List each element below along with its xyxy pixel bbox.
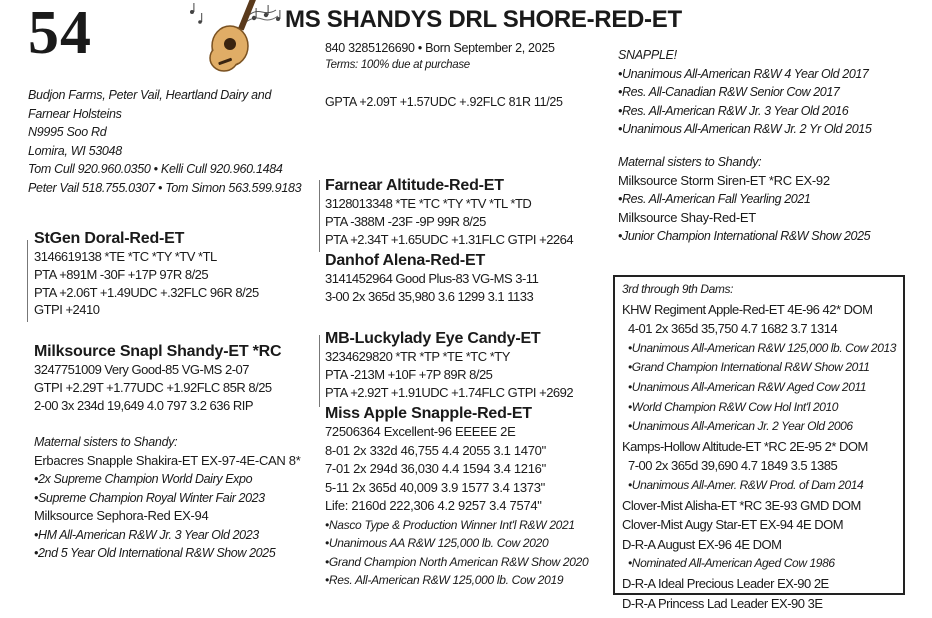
sire-line: GTPI +2410 bbox=[34, 302, 100, 318]
dam-entry: •Unanimous All-American Jr. 2 Year Old 2006 bbox=[628, 419, 853, 434]
dam-entry: D-R-A Ideal Precious Leader EX-90 2E bbox=[622, 575, 829, 591]
dam-entry: Clover-Mist Augy Star-ET EX-94 4E DOM bbox=[622, 517, 844, 533]
dam-entry: •Grand Champion International R&W Show 2011 bbox=[628, 360, 870, 375]
sire-line: PTA +891M -30F +17P 97R 8/25 bbox=[34, 266, 209, 282]
dam-entry: Clover-Mist Alisha-ET *RC 3E-93 GMD DOM bbox=[622, 497, 861, 513]
animal-id-birth: 840 3285126690 • Born September 2, 2025 bbox=[325, 41, 555, 55]
dams-box bbox=[613, 275, 905, 611]
ancestor-name: MB-Luckylady Eye Candy-ET bbox=[325, 330, 541, 347]
sister-line: •Supreme Champion Royal Winter Fair 2023 bbox=[34, 490, 265, 505]
dam-entry: •World Champion R&W Cow Hol Int'l 2010 bbox=[628, 399, 839, 414]
sire-name: StGen Doral-Red-ET bbox=[34, 230, 185, 247]
record-line: 8-01 2x 332d 46,755 4.4 2055 3.1 1470" bbox=[325, 442, 546, 458]
consignor-line: Farnear Holsteins bbox=[28, 106, 122, 121]
ancestor-farnear bbox=[325, 176, 573, 248]
consignor-line: Peter Vail 518.755.0307 • Tom Simon 563.599.9183 bbox=[28, 180, 302, 195]
award-line: •Res. All-American R&W 125,000 lb. Cow 2019 bbox=[325, 573, 564, 587]
ancestor-line: 3128013348 *TE *TC *TY *TV *TL *TD bbox=[325, 196, 532, 211]
dam-line: GTPI +2.29T +1.77UDC +1.92FLC 85R 8/25 bbox=[34, 379, 272, 395]
ancestor-line: 3234629820 *TR *TP *TE *TC *TY bbox=[325, 349, 510, 364]
ancestor-line: PTA -388M -23F -9P 99R 8/25 bbox=[325, 213, 486, 229]
sale-terms: Terms: 100% due at purchase bbox=[325, 59, 470, 71]
ancestor-name: Farnear Altitude-Red-ET bbox=[325, 177, 504, 194]
dams-box-heading: 3rd through 9th Dams: bbox=[622, 282, 733, 296]
sister-line: Milksource Sephora-Red EX-94 bbox=[34, 508, 209, 523]
consignor-line: Budjon Farms, Peter Vail, Heartland Dairy and bbox=[28, 88, 272, 102]
award-line: •Nasco Type & Production Winner Int'l R&W 2021 bbox=[325, 517, 575, 532]
ancestor-line: 3141452964 Good Plus-83 VG-MS 3-11 bbox=[325, 271, 539, 286]
sister-line: •2nd 5 Year Old International R&W Show 2025 bbox=[34, 546, 276, 560]
dam-entry: D-R-A Princess Lad Leader EX-90 3E bbox=[622, 595, 823, 611]
ancestor-line: 3-00 2x 365d 35,980 3.6 1299 3.1 1133 bbox=[325, 288, 534, 304]
sister-line: •Junior Champion International R&W Show 2025 bbox=[618, 229, 871, 243]
sire-line: 3146619138 *TE *TC *TY *TV *TL bbox=[34, 249, 217, 264]
snapple-heading: SNAPPLE! bbox=[618, 48, 677, 62]
sister-line: Milksource Shay-Red-ET bbox=[618, 209, 756, 225]
ancestor-name: Danhof Alena-Red-ET bbox=[325, 252, 486, 269]
sister-line: Milksource Storm Siren-ET *RC EX-92 bbox=[618, 172, 830, 188]
sister-line: Erbacres Snapple Shakira-ET EX-97-4E-CAN 8* bbox=[34, 452, 301, 468]
shandy-sisters-block bbox=[618, 153, 870, 246]
guitar-illustration bbox=[186, 0, 286, 76]
animal-gpta: GPTA +2.09T +1.57UDC +.92FLC 81R 11/25 bbox=[325, 95, 563, 109]
ancestor-line: PTA -213M +10F +7P 89R 8/25 bbox=[325, 366, 493, 382]
record-line: 72506364 Excellent-96 EEEEE 2E bbox=[325, 424, 516, 439]
dam-entry: 4-01 2x 365d 35,750 4.7 1682 3.7 1314 bbox=[628, 321, 838, 337]
music-notes-icon bbox=[190, 3, 280, 24]
ancestor-name: Miss Apple Snapple-Red-ET bbox=[325, 405, 532, 422]
pedigree-line bbox=[319, 335, 320, 407]
lot-title: MS SHANDYS DRL SHORE-RED-ET bbox=[285, 6, 682, 33]
sire-line: PTA +2.06T +1.49UDC +.32FLC 96R 8/25 bbox=[34, 284, 259, 300]
award-line: •Unanimous AA R&W 125,000 lb. Cow 2020 bbox=[325, 536, 549, 550]
record-line: 5-11 2x 365d 40,009 3.9 1577 3.4 1373" bbox=[325, 479, 545, 495]
sister-line: •HM All-American R&W Jr. 3 Year Old 2023 bbox=[34, 527, 259, 542]
shandy-sisters-heading: Maternal sisters to Shandy: bbox=[618, 155, 762, 169]
award-line: •Unanimous All-American R&W 4 Year Old 2017 bbox=[618, 66, 869, 81]
dam-entry: •Unanimous All-American R&W 125,000 lb. Cow 2013 bbox=[628, 340, 897, 355]
award-line: •Res. All-Canadian R&W Senior Cow 2017 bbox=[618, 85, 840, 99]
dam-entry: •Unanimous All-American R&W Aged Cow 2011 bbox=[628, 379, 867, 394]
ancestor-mb-luckylady bbox=[325, 329, 573, 401]
award-line: •Grand Champion North American R&W Show 2020 bbox=[325, 554, 589, 569]
record-line: 7-01 2x 294d 36,030 4.4 1594 3.4 1216" bbox=[325, 461, 546, 476]
guitar-icon bbox=[210, 0, 257, 71]
sire-block bbox=[34, 229, 259, 319]
ancestor-danhof bbox=[325, 251, 538, 306]
record-line: Life: 2160d 222,306 4.2 9257 3.4 7574" bbox=[325, 498, 542, 513]
dam-entry: D-R-A August EX-96 4E DOM bbox=[622, 536, 782, 552]
dam-sisters-block bbox=[34, 433, 301, 563]
ancestor-line: PTA +2.92T +1.91UDC +1.74FLC GTPI +2692 bbox=[325, 384, 574, 400]
consignor-line: Lomira, WI 53048 bbox=[28, 143, 122, 158]
dam-entry: Kamps-Hollow Altitude-ET *RC 2E-95 2* DOM bbox=[622, 438, 868, 454]
consignor-line: N9995 Soo Rd bbox=[28, 125, 107, 140]
dam-line: 3247751009 Very Good-85 VG-MS 2-07 bbox=[34, 362, 249, 377]
sister-line: •Res. All-American Fall Yearling 2021 bbox=[618, 192, 811, 206]
dam-entry: KHW Regiment Apple-Red-ET 4E-96 42* DOM bbox=[622, 301, 873, 317]
dam-entry: •Unanimous All-Amer. R&W Prod. of Dam 2014 bbox=[628, 477, 864, 492]
dam-entry: •Nominated All-American Aged Cow 1986 bbox=[628, 556, 835, 571]
ancestor-line: PTA +2.34T +1.65UDC +1.31FLC GTPI +2264 bbox=[325, 231, 574, 247]
sister-line: •2x Supreme Champion World Dairy Expo bbox=[34, 472, 253, 486]
dam-line: 2-00 3x 234d 19,649 4.0 797 3.2 636 RIP bbox=[34, 397, 254, 413]
award-line: •Unanimous All-American R&W Jr. 2 Yr Old 2015 bbox=[618, 122, 872, 136]
lot-number: 54 bbox=[28, 0, 92, 67]
ancestor-miss-apple bbox=[325, 404, 588, 590]
dam-sisters-heading: Maternal sisters to Shandy: bbox=[34, 435, 178, 449]
pedigree-line bbox=[319, 180, 320, 252]
snapple-block bbox=[618, 46, 871, 139]
dam-name: Milksource Snapl Shandy-ET *RC bbox=[34, 343, 282, 360]
dam-block bbox=[34, 342, 281, 414]
consignor-line: Tom Cull 920.960.0350 • Kelli Cull 920.960.1484 bbox=[28, 162, 283, 177]
dam-entry: 7-00 2x 365d 39,690 4.7 1849 3.5 1385 bbox=[628, 458, 838, 474]
pedigree-line bbox=[27, 240, 28, 322]
consignor-block bbox=[28, 86, 301, 198]
award-line: •Res. All-American R&W Jr. 3 Year Old 2016 bbox=[618, 103, 849, 118]
